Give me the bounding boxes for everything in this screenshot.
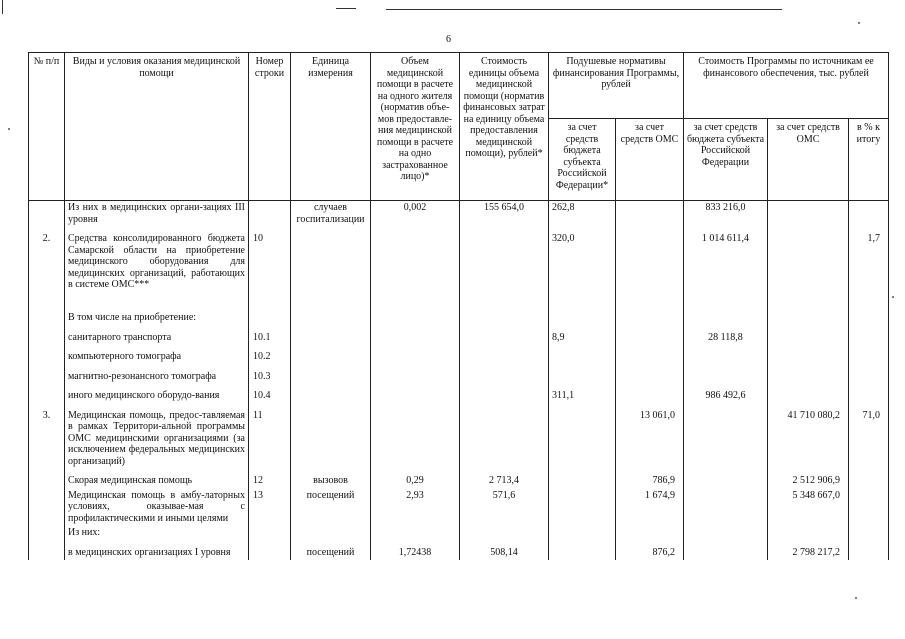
row-norm-budget	[549, 404, 616, 470]
header-cost-pct: в % к итогу	[849, 119, 889, 201]
row-line	[249, 526, 291, 541]
header-line: Номер строки	[249, 53, 291, 201]
table-row	[29, 404, 889, 470]
row-norm-budget	[549, 526, 616, 541]
header-norm-oms: за счет средств ОМС	[616, 119, 684, 201]
row-cost-oms	[768, 227, 849, 311]
row-cost-pct: 71,0	[849, 404, 889, 470]
row-cost-pct	[849, 526, 889, 541]
row-norm-oms: 1 674,9	[616, 489, 684, 527]
row-norm-budget: 311,1	[549, 384, 616, 404]
row-cost-budget	[684, 489, 768, 527]
scan-line-left	[2, 0, 3, 14]
row-norm-budget	[549, 489, 616, 527]
table-row	[29, 526, 889, 541]
row-number	[29, 384, 65, 404]
row-cost-oms	[768, 201, 849, 228]
row-cost-budget	[684, 404, 768, 470]
row-norm-oms	[616, 365, 684, 385]
table-row	[29, 311, 889, 326]
table-row	[29, 489, 889, 527]
row-cost-pct	[849, 384, 889, 404]
header-cost: Стоимость единицы объема медицинской помощи (норматив финансовых затрат на единицу объема предоставления медицинской помощи), рублей*	[460, 53, 549, 201]
row-cost-budget: 1 014 611,4	[684, 227, 768, 311]
table-row	[29, 227, 889, 311]
row-type: Из них:	[65, 526, 249, 541]
row-norm-oms: 786,9	[616, 469, 684, 489]
header-cost-budget: за счет средств бюджета субъекта Российской Федерации	[684, 119, 768, 201]
scan-speck	[855, 597, 857, 599]
row-cost-oms	[768, 365, 849, 385]
row-type: Скорая медицинская помощь	[65, 469, 249, 489]
row-norm-oms	[616, 311, 684, 326]
row-cost-oms	[768, 326, 849, 346]
row-cost-oms	[768, 384, 849, 404]
row-line	[249, 541, 291, 561]
row-cost-budget	[684, 469, 768, 489]
row-unit	[291, 311, 371, 326]
row-volume	[371, 227, 460, 311]
row-volume	[371, 311, 460, 326]
row-unit	[291, 227, 371, 311]
row-number	[29, 201, 65, 228]
row-norm-budget: 8,9	[549, 326, 616, 346]
row-type: иного медицинского оборудо-вания	[65, 384, 249, 404]
row-unit: посещений	[291, 541, 371, 561]
row-volume	[371, 365, 460, 385]
row-cost-oms	[768, 526, 849, 541]
row-norm-oms: 13 061,0	[616, 404, 684, 470]
row-type: В том числе на приобретение:	[65, 311, 249, 326]
scan-speck	[892, 296, 894, 298]
row-cost-oms: 2 512 906,9	[768, 469, 849, 489]
row-number	[29, 526, 65, 541]
row-norm-budget: 262,8	[549, 201, 616, 228]
row-unit	[291, 326, 371, 346]
row-cost: 571,6	[460, 489, 549, 527]
page-number: 6	[446, 34, 451, 45]
row-type: компьютерного томографа	[65, 345, 249, 365]
row-type: Медицинская помощь в амбу-латорных условиях, оказывае-мая с профилактическими и иными целями	[65, 489, 249, 527]
row-cost-oms	[768, 345, 849, 365]
row-line: 13	[249, 489, 291, 527]
row-cost: 155 654,0	[460, 201, 549, 228]
row-number	[29, 365, 65, 385]
table-row	[29, 384, 889, 404]
row-cost	[460, 227, 549, 311]
row-cost-budget	[684, 311, 768, 326]
row-norm-oms	[616, 345, 684, 365]
row-cost-pct	[849, 311, 889, 326]
row-norm-budget	[549, 469, 616, 489]
row-norm-oms: 876,2	[616, 541, 684, 561]
row-volume	[371, 526, 460, 541]
header-unit: Единица измерения	[291, 53, 371, 201]
row-cost-oms: 41 710 080,2	[768, 404, 849, 470]
row-unit	[291, 404, 371, 470]
table-row	[29, 469, 889, 489]
row-type: магнитно-резонансного томографа	[65, 365, 249, 385]
row-cost-pct	[849, 365, 889, 385]
row-norm-oms	[616, 384, 684, 404]
row-number	[29, 469, 65, 489]
row-volume: 1,72438	[371, 541, 460, 561]
header-cost-oms: за счет средств ОМС	[768, 119, 849, 201]
row-unit: вызовов	[291, 469, 371, 489]
row-norm-budget	[549, 365, 616, 385]
row-volume	[371, 384, 460, 404]
header-group-norms: Подушевые нормативы финансирования Программы, рублей	[549, 53, 684, 119]
row-number	[29, 326, 65, 346]
row-cost-pct	[849, 489, 889, 527]
row-cost	[460, 404, 549, 470]
row-number: 3.	[29, 404, 65, 470]
row-volume: 0,29	[371, 469, 460, 489]
row-cost-budget	[684, 345, 768, 365]
row-cost-pct	[849, 201, 889, 228]
row-number	[29, 489, 65, 527]
row-norm-budget	[549, 345, 616, 365]
row-norm-oms	[616, 227, 684, 311]
row-cost-oms: 2 798 217,2	[768, 541, 849, 561]
row-cost-budget	[684, 541, 768, 561]
row-line: 10	[249, 227, 291, 311]
header-volume: Объем медицинской помощи в расчете на одного жителя (норматив объе-мов предоставле-ния медицинской помощи в расчете на одно застрахованное лицо)*	[371, 53, 460, 201]
row-type: Средства консолидированного бюджета Самарской области на приобретение медицинского оборудования для медицинских организаций, работающих в системе ОМС***	[65, 227, 249, 311]
row-number	[29, 541, 65, 561]
row-cost: 2 713,4	[460, 469, 549, 489]
row-volume	[371, 404, 460, 470]
row-line: 10.2	[249, 345, 291, 365]
row-norm-oms	[616, 201, 684, 228]
row-unit: посещений	[291, 489, 371, 527]
row-cost	[460, 345, 549, 365]
row-cost-pct	[849, 469, 889, 489]
row-norm-oms	[616, 526, 684, 541]
row-cost-pct: 1,7	[849, 227, 889, 311]
scan-line-top-2	[386, 9, 782, 10]
table-row	[29, 326, 889, 346]
row-norm-budget	[549, 311, 616, 326]
row-type: Из них в медицинских органи-зациях III уровня	[65, 201, 249, 228]
row-line: 10.4	[249, 384, 291, 404]
row-norm-oms	[616, 326, 684, 346]
row-type: санитарного транспорта	[65, 326, 249, 346]
header-number: № п/п	[29, 53, 65, 201]
table-row	[29, 345, 889, 365]
row-unit: случаев госпитализации	[291, 201, 371, 228]
row-cost-pct	[849, 345, 889, 365]
row-cost-pct	[849, 541, 889, 561]
table-row	[29, 365, 889, 385]
row-line: 12	[249, 469, 291, 489]
row-number: 2.	[29, 227, 65, 311]
header-norm-budget: за счет средств бюджета субъекта Российской Федерации*	[549, 119, 616, 201]
row-line	[249, 201, 291, 228]
row-cost-oms: 5 348 667,0	[768, 489, 849, 527]
row-cost-budget: 986 492,6	[684, 384, 768, 404]
row-cost: 508,14	[460, 541, 549, 561]
row-cost	[460, 311, 549, 326]
row-cost-oms	[768, 311, 849, 326]
row-cost	[460, 326, 549, 346]
row-volume: 2,93	[371, 489, 460, 527]
row-line: 10.3	[249, 365, 291, 385]
table-row	[29, 201, 889, 228]
row-line: 11	[249, 404, 291, 470]
row-type: в медицинских организациях I уровня	[65, 541, 249, 561]
row-volume: 0,002	[371, 201, 460, 228]
row-volume	[371, 326, 460, 346]
row-cost	[460, 365, 549, 385]
row-norm-budget	[549, 541, 616, 561]
row-unit	[291, 345, 371, 365]
row-number	[29, 311, 65, 326]
row-cost-budget: 833 216,0	[684, 201, 768, 228]
row-line	[249, 311, 291, 326]
row-type: Медицинская помощь, предос-тавляемая в рамках Территори-альной программы ОМС медицинскими организациями (за исключением федеральных медицинских организаций)	[65, 404, 249, 470]
row-unit	[291, 526, 371, 541]
row-cost-budget	[684, 365, 768, 385]
scan-line-top-1	[336, 8, 356, 9]
scan-speck	[8, 128, 10, 130]
header-type: Виды и условия оказания медицинской помощи	[65, 53, 249, 201]
row-volume	[371, 345, 460, 365]
scan-speck	[858, 22, 860, 24]
header-group-cost: Стоимость Программы по источникам ее финансового обеспечения, тыс. рублей	[684, 53, 889, 119]
medical-program-table	[28, 52, 889, 560]
row-unit	[291, 365, 371, 385]
row-cost-budget	[684, 526, 768, 541]
row-cost	[460, 384, 549, 404]
row-line: 10.1	[249, 326, 291, 346]
row-cost-pct	[849, 326, 889, 346]
row-norm-budget: 320,0	[549, 227, 616, 311]
row-cost-budget: 28 118,8	[684, 326, 768, 346]
table-row	[29, 541, 889, 561]
row-cost	[460, 526, 549, 541]
row-number	[29, 345, 65, 365]
row-unit	[291, 384, 371, 404]
